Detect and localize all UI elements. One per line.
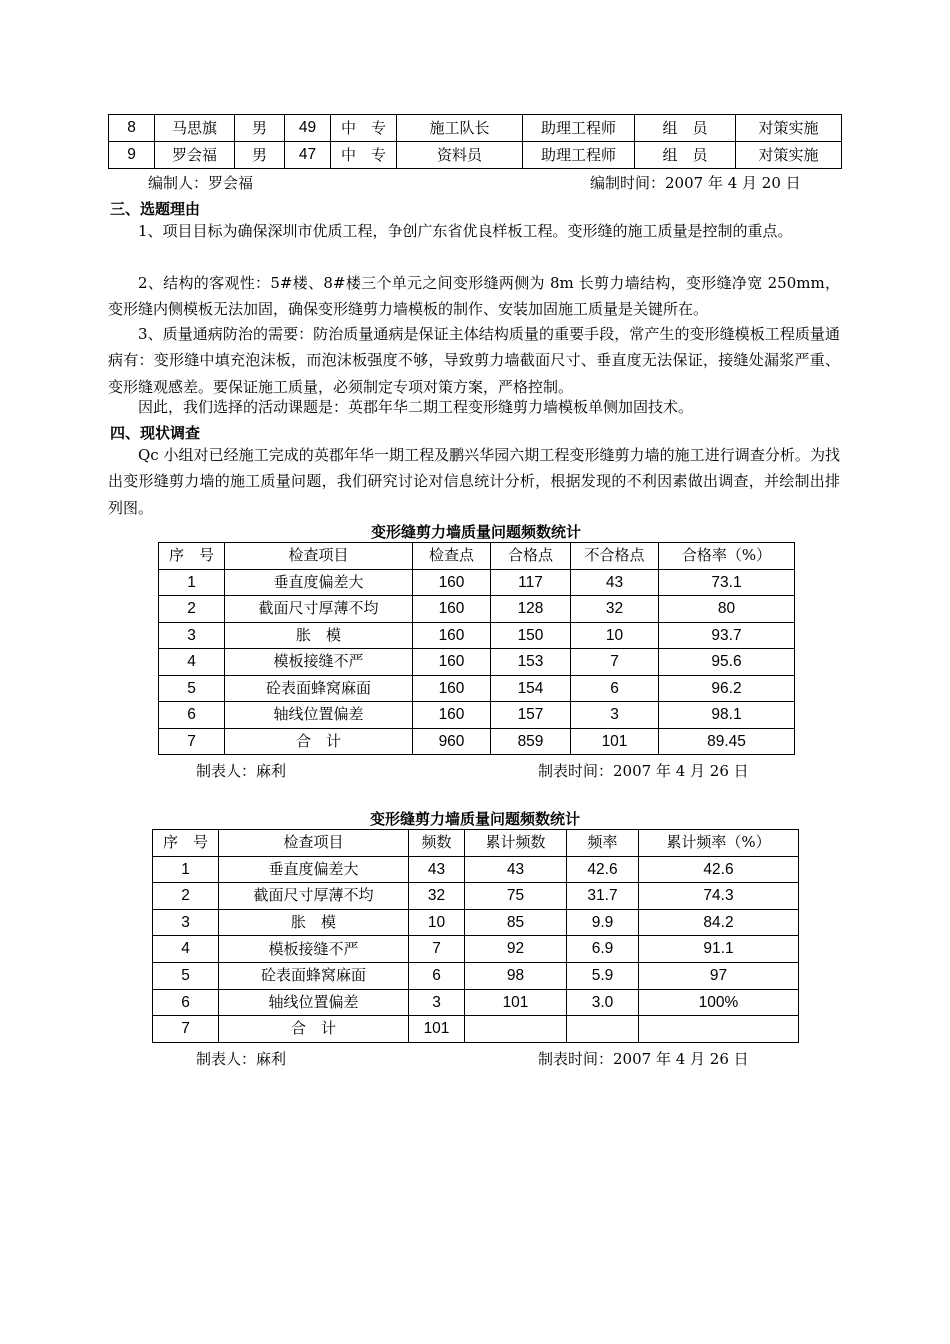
frequency-table-2 bbox=[152, 829, 799, 1043]
column-header: 检查项目 bbox=[225, 543, 413, 570]
cell-item: 合 计 bbox=[219, 1016, 409, 1043]
cell-no: 7 bbox=[159, 728, 225, 755]
cell-c: 32 bbox=[571, 596, 659, 623]
compiler-label: 编制人：罗会福 bbox=[148, 174, 254, 192]
cell-name: 马思旗 bbox=[155, 115, 235, 142]
section4-paragraph-1: Qc 小组对已经施工完成的英郡年华一期工程及鹏兴华园六期工程变形缝剪力墙的施工进行调查分析。为找出变形缝剪力墙的施工质量问题，我们研究讨论对信息统计分析，根据发现的不利因素做出调查，并绘制出排列图。 bbox=[108, 446, 840, 517]
cell-a: 10 bbox=[409, 909, 465, 936]
table-row bbox=[159, 569, 795, 596]
cell-b: 75 bbox=[465, 883, 567, 910]
cell-d: 84.2 bbox=[639, 909, 799, 936]
table2-maker: 制表人：麻利 bbox=[196, 1050, 287, 1068]
section4-heading: 四、现状调查 bbox=[110, 424, 201, 442]
cell-education: 中 专 bbox=[331, 142, 397, 169]
table-header-row bbox=[153, 830, 799, 857]
cell-item: 截面尺寸厚薄不均 bbox=[225, 596, 413, 623]
column-header: 累计频率（%） bbox=[639, 830, 799, 857]
cell-d: 98.1 bbox=[659, 702, 795, 729]
cell-a: 160 bbox=[413, 569, 491, 596]
table2-title: 变形缝剪力墙质量问题频数统计 bbox=[369, 810, 580, 828]
cell-a: 160 bbox=[413, 622, 491, 649]
cell-task: 对策实施 bbox=[736, 115, 842, 142]
cell-no: 4 bbox=[153, 936, 219, 963]
column-header: 累计频数 bbox=[465, 830, 567, 857]
cell-d: 93.7 bbox=[659, 622, 795, 649]
cell-a: 101 bbox=[409, 1016, 465, 1043]
column-header: 频率 bbox=[567, 830, 639, 857]
cell-gender: 男 bbox=[235, 142, 285, 169]
table-row bbox=[159, 728, 795, 755]
table-row bbox=[159, 596, 795, 623]
cell-a: 3 bbox=[409, 989, 465, 1016]
table-header-row bbox=[159, 543, 795, 570]
section3-heading: 三、选题理由 bbox=[110, 200, 201, 218]
cell-no: 6 bbox=[153, 989, 219, 1016]
table-row bbox=[153, 909, 799, 936]
cell-item: 模板接缝不严 bbox=[225, 649, 413, 676]
cell-task: 对策实施 bbox=[736, 142, 842, 169]
cell-title: 助理工程师 bbox=[523, 142, 635, 169]
cell-c bbox=[567, 1016, 639, 1043]
cell-no: 2 bbox=[159, 596, 225, 623]
table-row bbox=[159, 649, 795, 676]
cell-c: 31.7 bbox=[567, 883, 639, 910]
cell-c: 7 bbox=[571, 649, 659, 676]
cell-d: 97 bbox=[639, 962, 799, 989]
cell-c: 10 bbox=[571, 622, 659, 649]
cell-d: 73.1 bbox=[659, 569, 795, 596]
cell-b: 85 bbox=[465, 909, 567, 936]
cell-position: 施工队长 bbox=[397, 115, 523, 142]
cell-c: 6.9 bbox=[567, 936, 639, 963]
cell-no: 7 bbox=[153, 1016, 219, 1043]
cell-no: 1 bbox=[159, 569, 225, 596]
cell-d: 42.6 bbox=[639, 856, 799, 883]
table-row bbox=[159, 702, 795, 729]
cell-b: 859 bbox=[491, 728, 571, 755]
table-row bbox=[153, 883, 799, 910]
cell-d: 74.3 bbox=[639, 883, 799, 910]
cell-d: 100% bbox=[639, 989, 799, 1016]
cell-no: 5 bbox=[159, 675, 225, 702]
cell-a: 160 bbox=[413, 702, 491, 729]
cell-no: 3 bbox=[153, 909, 219, 936]
column-header: 序 号 bbox=[153, 830, 219, 857]
cell-d: 80 bbox=[659, 596, 795, 623]
cell-c: 6 bbox=[571, 675, 659, 702]
table1-title: 变形缝剪力墙质量问题频数统计 bbox=[370, 523, 581, 541]
column-header: 合格点 bbox=[491, 543, 571, 570]
cell-b: 153 bbox=[491, 649, 571, 676]
cell-no: 4 bbox=[159, 649, 225, 676]
table-row bbox=[153, 936, 799, 963]
cell-a: 7 bbox=[409, 936, 465, 963]
cell-d: 89.45 bbox=[659, 728, 795, 755]
cell-role: 组 员 bbox=[635, 115, 736, 142]
cell-b: 117 bbox=[491, 569, 571, 596]
column-header: 频数 bbox=[409, 830, 465, 857]
table-row bbox=[109, 115, 842, 142]
cell-position: 资料员 bbox=[397, 142, 523, 169]
table-row bbox=[153, 962, 799, 989]
cell-no: 2 bbox=[153, 883, 219, 910]
cell-no: 5 bbox=[153, 962, 219, 989]
cell-item: 胀 模 bbox=[219, 909, 409, 936]
cell-item: 合 计 bbox=[225, 728, 413, 755]
table-row bbox=[153, 856, 799, 883]
table1-maker: 制表人：麻利 bbox=[196, 762, 287, 780]
table-row bbox=[153, 989, 799, 1016]
cell-c: 9.9 bbox=[567, 909, 639, 936]
cell-a: 960 bbox=[413, 728, 491, 755]
cell-education: 中 专 bbox=[331, 115, 397, 142]
column-header: 不合格点 bbox=[571, 543, 659, 570]
cell-no: 3 bbox=[159, 622, 225, 649]
cell-a: 160 bbox=[413, 596, 491, 623]
cell-b: 101 bbox=[465, 989, 567, 1016]
cell-item: 垂直度偏差大 bbox=[225, 569, 413, 596]
column-header: 序 号 bbox=[159, 543, 225, 570]
cell-a: 32 bbox=[409, 883, 465, 910]
cell-name: 罗会福 bbox=[155, 142, 235, 169]
cell-a: 6 bbox=[409, 962, 465, 989]
cell-d: 95.6 bbox=[659, 649, 795, 676]
column-header: 检查项目 bbox=[219, 830, 409, 857]
section3-paragraph-4: 因此，我们选择的活动课题是：英郡年华二期工程变形缝剪力墙模板单侧加固技术。 bbox=[138, 398, 694, 416]
table-row bbox=[159, 622, 795, 649]
cell-d: 96.2 bbox=[659, 675, 795, 702]
cell-b: 157 bbox=[491, 702, 571, 729]
cell-a: 43 bbox=[409, 856, 465, 883]
cell-c: 101 bbox=[571, 728, 659, 755]
cell-item: 胀 模 bbox=[225, 622, 413, 649]
cell-b: 43 bbox=[465, 856, 567, 883]
table-row bbox=[153, 1016, 799, 1043]
section3-paragraph-2: 2、结构的客观性：5#楼、8#楼三个单元之间变形缝两侧为 8m 长剪力墙结构，变形缝净宽 250mm，变形缝内侧模板无法加固，确保变形缝剪力墙模板的制作、安装加固施工质量是关键所在。 bbox=[108, 274, 840, 319]
cell-b: 92 bbox=[465, 936, 567, 963]
cell-no: 1 bbox=[153, 856, 219, 883]
cell-no: 8 bbox=[109, 115, 155, 142]
cell-item: 轴线位置偏差 bbox=[225, 702, 413, 729]
section3-paragraph-1: 1、项目目标为确保深圳市优质工程，争创广东省优良样板工程。变形缝的施工质量是控制的重点。 bbox=[138, 222, 793, 240]
cell-item: 轴线位置偏差 bbox=[219, 989, 409, 1016]
frequency-table-1 bbox=[158, 542, 795, 755]
cell-b: 154 bbox=[491, 675, 571, 702]
members-table bbox=[108, 114, 842, 169]
cell-b: 128 bbox=[491, 596, 571, 623]
cell-c: 3 bbox=[571, 702, 659, 729]
cell-c: 3.0 bbox=[567, 989, 639, 1016]
cell-title: 助理工程师 bbox=[523, 115, 635, 142]
cell-b: 98 bbox=[465, 962, 567, 989]
cell-d: 91.1 bbox=[639, 936, 799, 963]
cell-item: 模板接缝不严 bbox=[219, 936, 409, 963]
table1-make-time: 制表时间：2007 年 4 月 26 日 bbox=[538, 762, 749, 780]
section3-paragraph-3: 3、质量通病防治的需要：防治质量通病是保证主体结构质量的重要手段，常产生的变形缝模板工程质量通病有：变形缝中填充泡沫板，而泡沫板强度不够，导致剪力墙截面尺寸、垂直度无法保证，接缝处漏浆严重、变形缝观感差。要保证施工质量，必须制定专项对策方案，严格控制。 bbox=[108, 325, 840, 396]
table-row bbox=[159, 675, 795, 702]
cell-d bbox=[639, 1016, 799, 1043]
column-header: 合格率（%） bbox=[659, 543, 795, 570]
cell-no: 6 bbox=[159, 702, 225, 729]
cell-item: 垂直度偏差大 bbox=[219, 856, 409, 883]
cell-item: 截面尺寸厚薄不均 bbox=[219, 883, 409, 910]
cell-age: 49 bbox=[285, 115, 331, 142]
cell-a: 160 bbox=[413, 649, 491, 676]
cell-age: 47 bbox=[285, 142, 331, 169]
cell-c: 42.6 bbox=[567, 856, 639, 883]
cell-c: 43 bbox=[571, 569, 659, 596]
cell-role: 组 员 bbox=[635, 142, 736, 169]
cell-item: 砼表面蜂窝麻面 bbox=[225, 675, 413, 702]
cell-item: 砼表面蜂窝麻面 bbox=[219, 962, 409, 989]
column-header: 检查点 bbox=[413, 543, 491, 570]
cell-c: 5.9 bbox=[567, 962, 639, 989]
table-row bbox=[109, 142, 842, 169]
cell-a: 160 bbox=[413, 675, 491, 702]
cell-gender: 男 bbox=[235, 115, 285, 142]
cell-no: 9 bbox=[109, 142, 155, 169]
compile-time-label: 编制时间：2007 年 4 月 20 日 bbox=[590, 174, 801, 192]
cell-b: 150 bbox=[491, 622, 571, 649]
table2-make-time: 制表时间：2007 年 4 月 26 日 bbox=[538, 1050, 749, 1068]
cell-b bbox=[465, 1016, 567, 1043]
